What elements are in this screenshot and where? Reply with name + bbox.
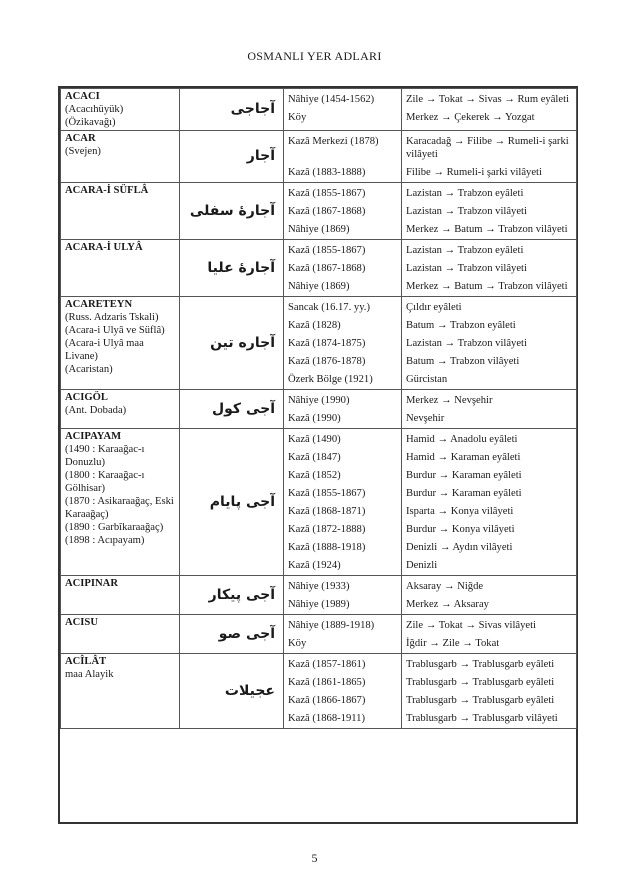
table-row	[61, 131, 577, 183]
place-name: ACAR	[65, 133, 96, 144]
admin-type-cell	[284, 240, 402, 297]
admin-type: Kazâ (1855-1867)	[288, 245, 366, 256]
alternate-name: (1870 : Asikaraağaç, Eski Karaağaç)	[65, 496, 174, 520]
place-name: ACIPINAR	[65, 578, 118, 589]
admin-type: Sancak (16.17. yy.)	[288, 302, 370, 313]
table-row	[61, 615, 577, 654]
admin-type: Kazâ (1857-1861)	[288, 659, 366, 670]
admin-type: Nâhiye (1869)	[288, 224, 350, 235]
place-name-cell	[61, 390, 180, 429]
hierarchy-cell	[402, 297, 577, 390]
admin-hierarchy: Lazistan → Trabzon eyâleti	[406, 245, 524, 256]
place-names-table-frame	[58, 86, 578, 824]
admin-type: Kazâ (1883-1888)	[288, 167, 366, 178]
admin-hierarchy: Lazistan → Trabzon eyâleti	[406, 188, 524, 199]
table-row	[61, 429, 577, 576]
admin-type: Kazâ (1874-1875)	[288, 338, 366, 349]
place-name: ACIPAYAM	[65, 431, 122, 442]
admin-hierarchy: Hamid → Karaman eyâleti	[406, 452, 521, 463]
admin-type: Kazâ (1866-1867)	[288, 695, 366, 706]
admin-hierarchy: Merkez → Nevşehir	[406, 395, 493, 406]
admin-hierarchy: Batum → Trabzon eyâleti	[406, 320, 516, 331]
alternate-name: (1898 : Acıpayam)	[65, 535, 145, 546]
admin-type-cell	[284, 576, 402, 615]
ottoman-script-name: آجارۀ سفلى	[180, 183, 284, 240]
admin-hierarchy: Batum → Trabzon vilâyeti	[406, 356, 520, 367]
admin-hierarchy: Trablusgarb → Trablusgarb eyâleti	[406, 659, 555, 670]
alternate-name: (1490 : Karaağac-ı Donuzlu)	[65, 444, 145, 468]
admin-type-cell	[284, 89, 402, 131]
admin-hierarchy: Filibe → Rumeli-i şarki vilâyeti	[406, 167, 542, 178]
page-header: OSMANLI YER ADLARI	[247, 49, 382, 63]
alternate-name: (Ant. Dobada)	[65, 405, 127, 416]
admin-hierarchy: Nevşehir	[406, 413, 445, 424]
ottoman-script-name: آجى پايام	[180, 429, 284, 576]
admin-type: Nâhiye (1869)	[288, 281, 350, 292]
page-number: 5	[311, 851, 318, 865]
ottoman-script-name: آجار	[180, 131, 284, 183]
admin-hierarchy: Merkez → Batum → Trabzon vilâyeti	[406, 224, 568, 235]
admin-type: Kazâ (1872-1888)	[288, 524, 366, 535]
admin-hierarchy: Trablusgarb → Trablusgarb vilâyeti	[406, 713, 558, 724]
admin-type: Köy	[288, 112, 307, 123]
admin-type: Kazâ (1852)	[288, 470, 341, 481]
table-row	[61, 576, 577, 615]
admin-hierarchy: Aksaray → Niğde	[406, 581, 484, 592]
alternate-name: (Özikavağı)	[65, 117, 116, 128]
place-name: ACÎLÂT	[65, 656, 107, 667]
admin-type-cell	[284, 183, 402, 240]
admin-hierarchy: Burdur → Karaman eyâleti	[406, 488, 522, 499]
admin-type: Kazâ (1855-1867)	[288, 488, 366, 499]
admin-type-cell	[284, 615, 402, 654]
alternate-name: (Svejen)	[65, 146, 101, 157]
place-name-cell	[61, 615, 180, 654]
alternate-name: (Russ. Adzaris Tskali)	[65, 312, 159, 323]
ottoman-script-name: عجيلات	[180, 654, 284, 729]
admin-type: Köy	[288, 638, 307, 649]
admin-type: Özerk Bölge (1921)	[288, 374, 373, 385]
place-name-cell	[61, 654, 180, 729]
admin-type-cell	[284, 654, 402, 729]
admin-type: Kazâ (1490)	[288, 434, 341, 445]
admin-hierarchy: Denizli → Aydın vilâyeti	[406, 542, 513, 553]
alternate-name: (Acara-i Ulyâ maa Livane)	[65, 338, 144, 362]
admin-type: Kazâ (1924)	[288, 560, 341, 571]
admin-hierarchy: Lazistan → Trabzon vilâyeti	[406, 263, 527, 274]
admin-type: Kazâ Merkezi (1878)	[288, 136, 379, 147]
place-name: ACACI	[65, 91, 100, 102]
ottoman-script-name: آجارۀ عليا	[180, 240, 284, 297]
place-name: ACARA-İ SÜFLÂ	[65, 185, 149, 196]
admin-hierarchy: Isparta → Konya vilâyeti	[406, 506, 514, 517]
admin-type: Kazâ (1868-1871)	[288, 506, 366, 517]
hierarchy-cell	[402, 615, 577, 654]
admin-hierarchy: Lazistan → Trabzon vilâyeti	[406, 206, 527, 217]
admin-type: Kazâ (1990)	[288, 413, 341, 424]
admin-hierarchy: Merkez → Aksaray	[406, 599, 489, 610]
ottoman-script-name: آجى كول	[180, 390, 284, 429]
place-name-cell	[61, 89, 180, 131]
table-row	[61, 297, 577, 390]
admin-hierarchy: Burdur → Karaman eyâleti	[406, 470, 522, 481]
admin-hierarchy: Zile → Tokat → Sivas vilâyeti	[406, 620, 536, 631]
admin-type: Kazâ (1867-1868)	[288, 206, 366, 217]
admin-hierarchy: İğdir → Zile → Tokat	[406, 638, 500, 649]
admin-hierarchy: Lazistan → Trabzon vilâyeti	[406, 338, 527, 349]
hierarchy-cell	[402, 89, 577, 131]
admin-type: Kazâ (1868-1911)	[288, 713, 365, 724]
admin-type-cell	[284, 429, 402, 576]
ottoman-script-name: آجاره تين	[180, 297, 284, 390]
alternate-name: (1800 : Karaağac-ı Gölhisar)	[65, 470, 145, 494]
place-name-cell	[61, 131, 180, 183]
admin-hierarchy: Hamid → Anadolu eyâleti	[406, 434, 518, 445]
admin-type: Nâhiye (1933)	[288, 581, 350, 592]
admin-type: Kazâ (1876-1878)	[288, 356, 366, 367]
alternate-name: (Acaristan)	[65, 364, 113, 375]
admin-type: Nâhiye (1889-1918)	[288, 620, 375, 631]
hierarchy-cell	[402, 576, 577, 615]
table-row	[61, 390, 577, 429]
ottoman-script-name: آجى پيكار	[180, 576, 284, 615]
admin-type: Kazâ (1861-1865)	[288, 677, 366, 688]
place-name: ACARETEYN	[65, 299, 133, 310]
place-name-cell	[61, 240, 180, 297]
place-names-table	[60, 88, 577, 729]
place-name: ACIGÖL	[65, 392, 108, 403]
admin-hierarchy: Zile → Tokat → Sivas → Rum eyâleti	[406, 94, 569, 105]
admin-type: Kazâ (1828)	[288, 320, 341, 331]
admin-hierarchy: Merkez → Batum → Trabzon vilâyeti	[406, 281, 568, 292]
admin-type: Nâhiye (1454-1562)	[288, 94, 375, 105]
table-row	[61, 654, 577, 729]
hierarchy-cell	[402, 654, 577, 729]
admin-type: Kazâ (1847)	[288, 452, 341, 463]
ottoman-script-name: آجاجى	[180, 89, 284, 131]
admin-hierarchy: Çıldır eyâleti	[406, 302, 462, 313]
table-row	[61, 89, 577, 131]
admin-type: Kazâ (1855-1867)	[288, 188, 366, 199]
admin-type: Kazâ (1888-1918)	[288, 542, 366, 553]
alternate-name: maa Alayik	[65, 669, 114, 680]
table-body	[61, 89, 577, 729]
place-name-cell	[61, 576, 180, 615]
alternate-name: (1890 : Garbîkaraağaç)	[65, 522, 164, 533]
table-row	[61, 183, 577, 240]
admin-hierarchy: Trablusgarb → Trablusgarb eyâleti	[406, 677, 555, 688]
hierarchy-cell	[402, 390, 577, 429]
admin-hierarchy: Trablusgarb → Trablusgarb eyâleti	[406, 695, 555, 706]
alternate-name: (Acara-i Ulyâ ve Süflâ)	[65, 325, 165, 336]
table-row	[61, 240, 577, 297]
place-name: ACARA-İ ULYÂ	[65, 242, 143, 253]
place-name-cell	[61, 297, 180, 390]
hierarchy-cell	[402, 240, 577, 297]
admin-type-cell	[284, 390, 402, 429]
place-name: ACISU	[65, 617, 98, 628]
place-name-cell	[61, 429, 180, 576]
admin-hierarchy: Merkez → Çekerek → Yozgat	[406, 112, 535, 123]
hierarchy-cell	[402, 429, 577, 576]
hierarchy-cell	[402, 183, 577, 240]
admin-type: Nâhiye (1989)	[288, 599, 350, 610]
admin-hierarchy: Karacadağ → Filibe → Rumeli-i şarki vilâyeti	[406, 136, 569, 160]
admin-type: Kazâ (1867-1868)	[288, 263, 366, 274]
admin-type-cell	[284, 131, 402, 183]
ottoman-script-name: آجى صو	[180, 615, 284, 654]
admin-hierarchy: Gürcistan	[406, 374, 448, 385]
admin-hierarchy: Burdur → Konya vilâyeti	[406, 524, 515, 535]
hierarchy-cell	[402, 131, 577, 183]
admin-type-cell	[284, 297, 402, 390]
admin-type: Nâhiye (1990)	[288, 395, 350, 406]
place-name-cell	[61, 183, 180, 240]
admin-hierarchy: Denizli	[406, 560, 438, 571]
alternate-name: (Acacıhüyük)	[65, 104, 124, 115]
